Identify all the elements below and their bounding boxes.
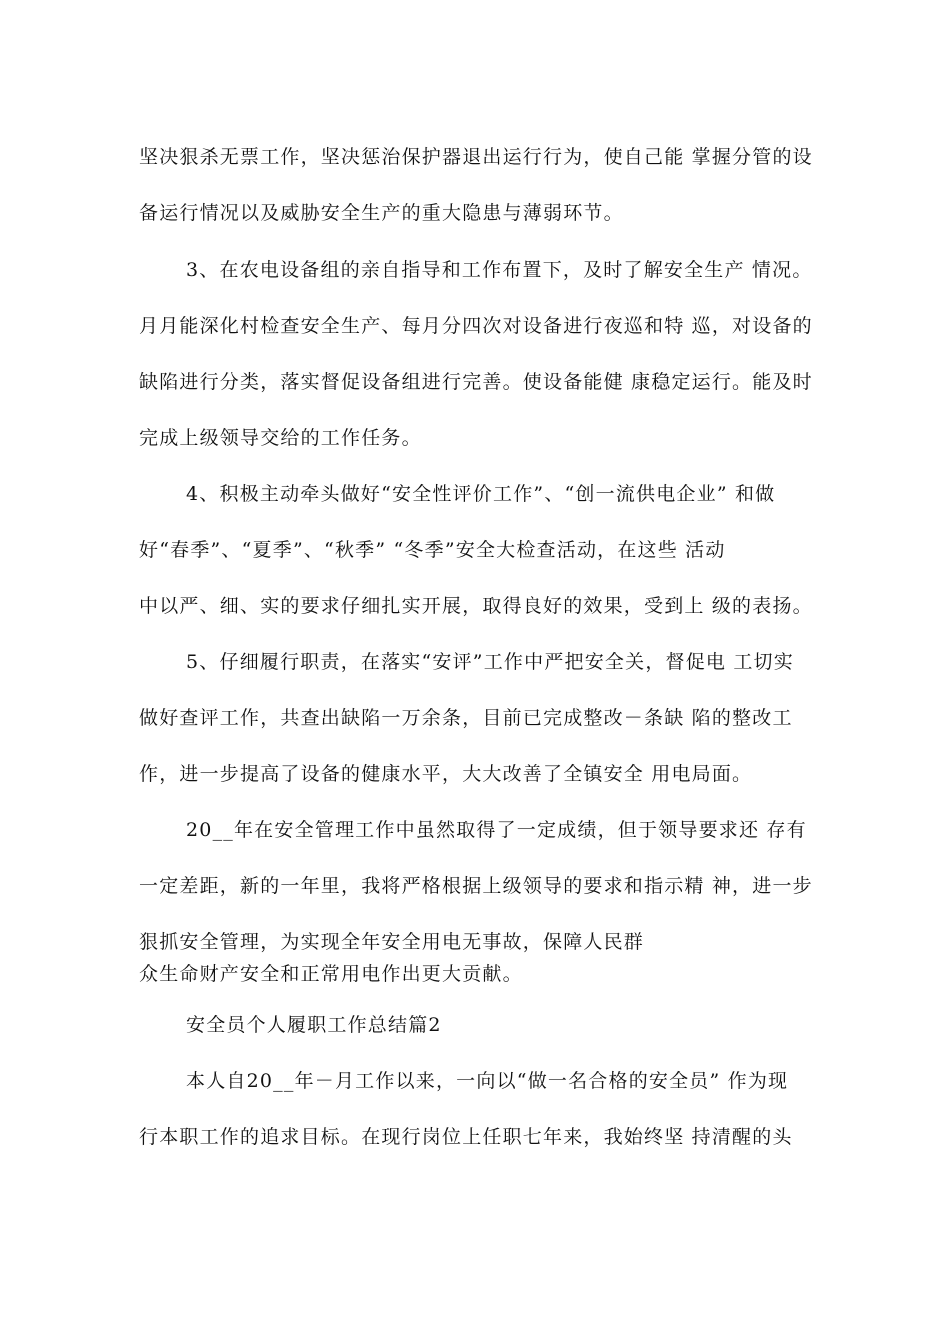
paragraph-3-start: 3、在农电设备组的亲自指导和工作布置下，及时了解安全生产 情况。 bbox=[186, 259, 813, 281]
text-line: 行本职工作的追求目标。在现行岗位上任职七年来，我始终坚 持清醒的头 bbox=[139, 1126, 793, 1148]
text-line: 一定差距，新的一年里，我将严格根据上级领导的要求和指示精 神，进一步 bbox=[139, 875, 813, 897]
text-line: 备运行情况以及威胁安全生产的重大隐患与薄弱环节。 bbox=[139, 202, 624, 224]
text-line: 好“春季”、“夏季”、“秋季” “冬季”安全大检查活动，在这些 活动 bbox=[139, 539, 726, 561]
text-line: 坚决狠杀无票工作，坚决惩治保护器退出运行行为，使自己能 掌握分管的设 bbox=[139, 146, 813, 168]
text-line: 月月能深化村检查安全生产、每月分四次对设备进行夜巡和特 巡，对设备的 bbox=[139, 315, 813, 337]
section-heading: 安全员个人履职工作总结篇2 bbox=[186, 1014, 442, 1036]
text-line: 狠抓安全管理，为实现全年安全用电无事故，保障人民群 bbox=[139, 931, 645, 953]
paragraph-5-start: 5、仔细履行职责，在落实“安评”工作中严把安全关，督促电 工切实 bbox=[186, 651, 794, 673]
text-line: 众生命财产安全和正常用电作出更大贡献。 bbox=[139, 963, 523, 985]
text-line: 作，进一步提高了设备的健康水平，大大改善了全镇安全 用电局面。 bbox=[139, 763, 753, 785]
text-line: 中以严、细、实的要求仔细扎实开展，取得良好的效果，受到上 级的表扬。 bbox=[139, 595, 813, 617]
paragraph-start: 本人自20__年－月工作以来，一向以“做一名合格的安全员” 作为现 bbox=[186, 1070, 789, 1092]
text-line: 做好查评工作，共查出缺陷一万余条，目前已完成整改－条缺 陷的整改工 bbox=[139, 707, 793, 729]
paragraph-summary-start: 20__年在安全管理工作中虽然取得了一定成绩，但于领导要求还 存有 bbox=[186, 819, 807, 841]
paragraph-4-start: 4、积极主动牵头做好“安全性评价工作”、“创一流供电企业” 和做 bbox=[186, 483, 776, 505]
text-line: 完成上级领导交给的工作任务。 bbox=[139, 427, 422, 449]
text-line: 缺陷进行分类，落实督促设备组进行完善。使设备能健 康稳定运行。能及时 bbox=[139, 371, 813, 393]
